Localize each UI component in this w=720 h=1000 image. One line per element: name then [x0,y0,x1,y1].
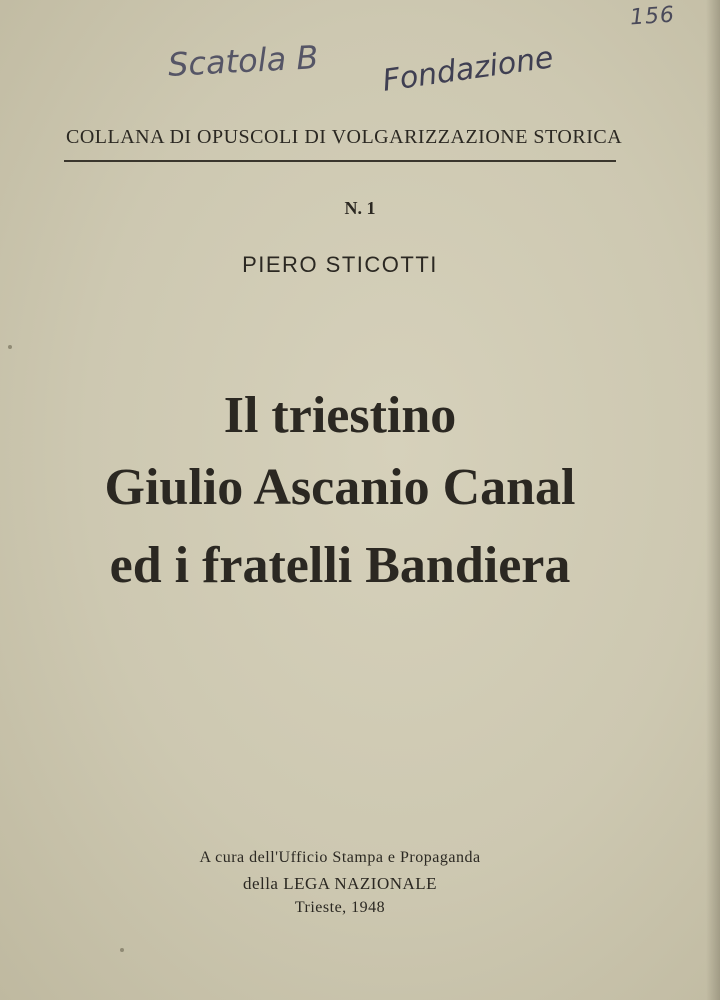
author-name: PIERO STICOTTI [242,252,438,277]
handwritten-catalog-number: 156 [629,2,676,31]
paper-speck [8,345,12,349]
title-line-1: Il triestino [223,387,457,444]
series-title: COLLANA DI OPUSCOLI DI VOLGARIZZAZIONE STORICA [66,126,623,148]
imprint-organization: della LEGA NAZIONALE [242,874,438,893]
imprint-publisher: A cura dell'Ufficio Stampa e Propaganda [199,849,481,866]
page-edge-shadow [706,0,720,1000]
handwritten-signature: Fondazione [380,40,556,99]
title-line-3: ed i fratelli Bandiera [109,537,571,594]
imprint-place-year: Trieste, 1948 [294,899,386,916]
header-divider [64,160,616,162]
paper-speck [120,948,124,952]
title-line-2: Giulio Ascanio Canal [104,459,576,516]
handwritten-box-label: Scatola B [167,38,320,84]
issue-number: N. 1 [344,198,376,218]
